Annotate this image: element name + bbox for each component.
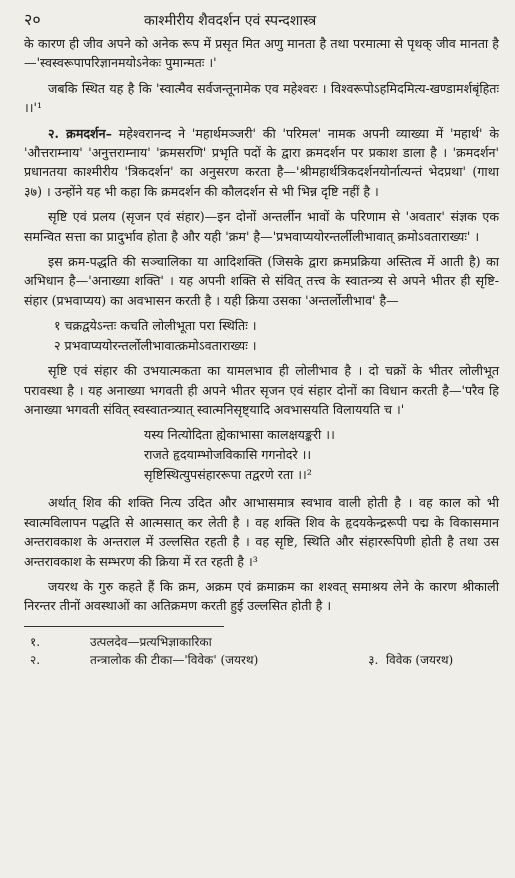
quote-list (24, 316, 499, 355)
list-item: १ चक्रद्वयेऽन्तः कचति लोलीभूता परा स्थितिः । (54, 318, 257, 334)
footnote-number: ३. (368, 652, 379, 667)
verse-block (144, 425, 499, 485)
footnotes (24, 633, 499, 669)
paragraph: के कारण ही जीव अपने को अनेक रूप में प्रसृत मित अणु मानता है तथा परमात्मा से पृथक् जीव मानता है—'स्वस्वरूपापरिज्ञानमयोऽनेकः पुमान्मतः ।' (24, 36, 499, 71)
paragraph: सृष्टि एवं संहार की उभयात्मकता का यामलभाव ही लोलीभाव है । दो चक्रों के भीतर लोलीभूत परावस्था है । यह अनाख्या भगवती ही अपने भीतर सृजन एवं संहार दोनों का विधान करती है—'परैव हि अनाख्या भगवती संवित् स्वस्वातन्त्र्यात् स्वात्मनिसृष्ट्यादि अवभासयति विलाययति च ।' (24, 363, 499, 417)
verse-line: यस्य नित्योदिता ह्येकाभासा कालक्षयङ्करी ।। (144, 427, 335, 443)
paragraph: जबकि स्थित यह है कि 'स्वात्मैव सर्वजन्तूनामेक एव महेश्वरः । विश्वरूपोऽहमिदमित्य-खण्डामर्शबृंहितः ।।'¹ (24, 80, 499, 116)
section-heading: २. क्रमदर्शन– (48, 125, 112, 141)
paragraph: सृष्टि एवं प्रलय (सृजन एवं संहार)—इन दोनों अन्तर्लीन भावों के परिणाम से 'अवतार' संज्ञक एक समन्वित सत्ता का प्रादुर्भाव होता है और यही 'क्रम' है—'प्रभवाप्ययोरन्तर्लीलीभावात् क्रमोऽवताराख्यः' । (24, 209, 499, 244)
footnote-number: १. (30, 634, 41, 649)
footnote (24, 651, 499, 669)
paragraph: जयरथ के गुरु कहते हैं कि क्रम, अक्रम एवं क्रमाक्रम का शश्वत् समाश्रय लेने के कारण श्रीकाली निरन्तर तीनों अवस्थाओं का अतिक्रमण करती हुई उल्लसित होती है । (24, 578, 499, 614)
footnote-text: विवेक (जयरथ) (385, 652, 454, 667)
footnote-number: २. (30, 652, 41, 667)
footnote (24, 633, 499, 651)
section-text: महेश्वरानन्द ने 'महार्थमञ्जरी' की 'परिमल' नामक अपनी व्याख्या में 'महार्थ' के 'औत्तराम्नाय' 'अनुत्तराम्नाय' 'क्रमसरणि' प्रभृति पदों के द्वारा क्रमदर्शन पर प्रकाश डाला है । 'क्रमदर्शन' प्रधानतया काश्मीरीय 'त्रिकदर्शन' का अनुसरण करता है—'श्रीमहार्थत्रिकदर्शनयोर्नात्यन्तं भेदप्रथा' (गाथा ३७) । उन्होंने यह भी कहा कि क्रमदर्शन की कौलदर्शन से भी भिन्न दृष्टि नहीं है । (24, 125, 499, 199)
page-number: २० (24, 10, 41, 29)
list-item: २ प्रभवाप्ययोरन्तर्लोलीभावात्क्रमोऽवताराख्यः । (54, 337, 257, 353)
verse-line: राजते हृदयाम्भोजविकासि गगनोदरे ।। (144, 447, 312, 463)
footnote-divider (24, 626, 224, 627)
footnote-text: उत्पलदेव—प्रत्यभिज्ञाकारिका (90, 634, 212, 649)
paragraph: अर्थात् शिव की शक्ति नित्य उदित और आभासमात्र स्वभाव वाली होती है । वह काल को भी स्वात्मविलापन पद्धति से आत्मसात् कर लेती है । वह शक्ति शिव के हृदयकेन्द्ररूपी पद्म के विकासमान अन्तरावकाश के अन्तराल में उल्लसित रहती है । वह सृष्टि, स्थिति और संहाररूपिणी होती है तथा उस अन्तरावकाश के सम्भरण की क्रिया में रत रहती है ।³ (24, 495, 499, 569)
footnote-text: तन्त्रालोक की टीका—'विवेक' (जयरथ) (90, 652, 259, 667)
running-title: काश्मीरीय शैवदर्शन एवं स्पन्दशास्त्र (144, 13, 317, 29)
section-paragraph (24, 124, 499, 202)
page-body (24, 34, 499, 616)
verse-line: सृष्टिस्थित्युपसंहाररूपा तद्वरणे रता ।।² (144, 467, 312, 483)
page-header (24, 8, 499, 30)
paragraph: इस क्रम-पद्धति की सञ्चालिका या आदिशक्ति (जिसके द्वारा क्रमप्रक्रिया अस्तित्व में आती है) का अभिधान है—'अनाख्या शक्ति' । यह अपनी शक्ति से संवित् तत्त्व के स्वातन्त्र्य से अपने भीतर ही सृष्टि-संहार (प्रभवाप्यय) का अवभासन करती है । यही क्रिया उसका 'अन्तर्लोलीभाव' है— (24, 254, 499, 308)
